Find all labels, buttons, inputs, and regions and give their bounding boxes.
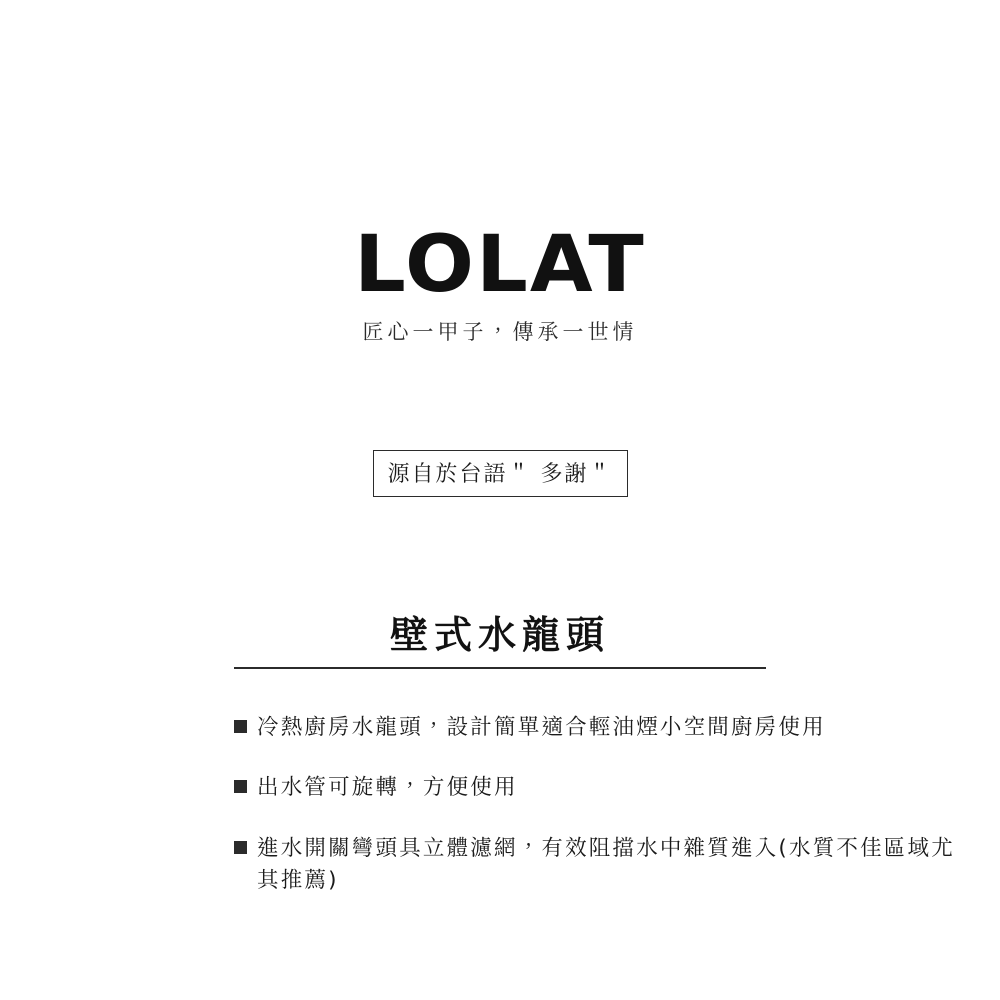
feature-list — [234, 712, 974, 925]
feature-text: 進水開關彎頭具立體濾網，有效阻擋水中雜質進入(水質不佳區域尤其推薦) — [257, 835, 955, 893]
feature-text: 冷熱廚房水龍頭，設計簡單適合輕油煙小空間廚房使用 — [257, 715, 826, 740]
brand-note-container — [0, 450, 1000, 497]
brand-slogan: 匠心一甲子，傳承一世情 — [362, 320, 638, 345]
brand-wordmark: LOLAT — [354, 220, 646, 310]
brand-origin-note: 源自於台語＂ 多謝＂ — [373, 450, 628, 497]
square-bullet-icon — [234, 841, 247, 854]
square-bullet-icon — [234, 780, 247, 793]
list-item — [234, 772, 974, 804]
feature-text: 出水管可旋轉，方便使用 — [257, 775, 518, 801]
product-title: 壁式水龍頭 — [389, 613, 610, 657]
title-divider — [234, 667, 766, 669]
list-item — [234, 833, 974, 898]
square-bullet-icon — [234, 720, 247, 733]
list-item — [234, 712, 974, 744]
brand-block — [0, 220, 1000, 346]
